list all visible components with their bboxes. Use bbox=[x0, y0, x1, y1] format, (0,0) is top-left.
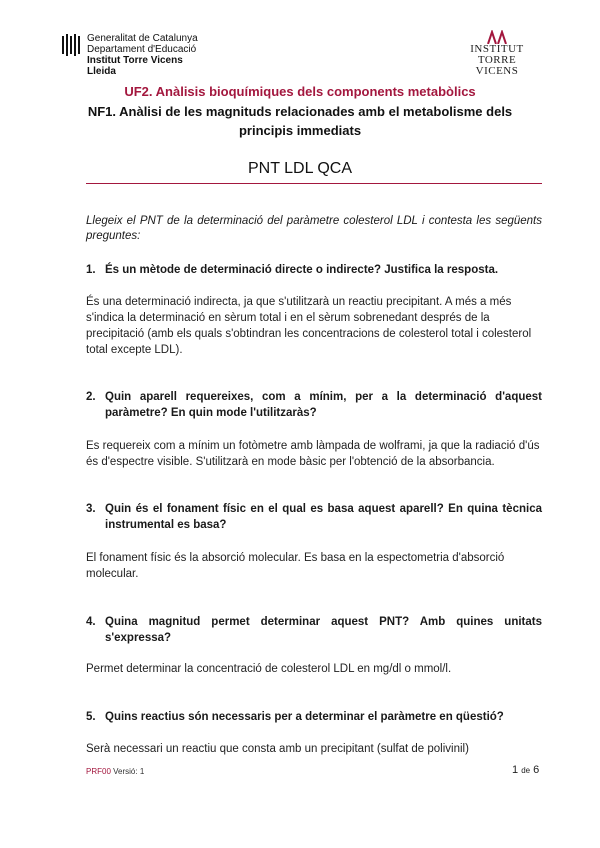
intro-text: Llegeix el PNT de la determinació del paràmetre colesterol LDL i contesta les següents preguntes: bbox=[86, 215, 542, 242]
question-text: És un mètode de determinació directe o indirecte? Justifica la resposta. bbox=[105, 264, 499, 276]
question-text: Quins reactius són necessaris per a determinar el paràmetre en qüestió? bbox=[105, 711, 504, 723]
question-1 bbox=[86, 262, 542, 278]
unit-title: UF2. Anàlisis bioquímiques dels components metabòlics bbox=[124, 84, 476, 99]
school-logo-line-1: INSTITUT bbox=[470, 43, 524, 55]
question-number: 5. bbox=[86, 711, 96, 723]
question-2 bbox=[86, 389, 542, 421]
answer-4: Permet determinar la concentració de colesterol LDL en mg/dl o mmol/l. bbox=[86, 663, 452, 675]
question-5 bbox=[86, 709, 542, 725]
school-logo bbox=[455, 30, 539, 82]
page-number bbox=[512, 764, 539, 776]
page-current: 1 bbox=[512, 764, 519, 776]
org-line-generalitat: Generalitat de Catalunya bbox=[87, 33, 198, 44]
question-number: 4. bbox=[86, 616, 96, 628]
org-line-institute: Institut Torre Vicens bbox=[87, 55, 183, 66]
question-number: 2. bbox=[86, 391, 96, 403]
answer-3: El fonament físic és la absorció molecular. Es basa en la espectometria d'absorció molecular. bbox=[86, 552, 505, 580]
answer-5: Serà necessari un reactiu que consta amb un precipitant (sulfat de polivinil) bbox=[86, 743, 469, 755]
footer-version bbox=[86, 767, 144, 776]
title-divider bbox=[86, 183, 542, 184]
answer-1: És una determinació indirecta, ja que s'utilitzarà un reactiu precipitant. A més a més s'indica la determinació en sèrum total i en el sèrum sobrenedant després de la precipitació (amb els quals s'obtindran les concentracions de colesterol total i colesterol total excepte LDL). bbox=[86, 296, 532, 356]
question-number: 3. bbox=[86, 503, 96, 515]
school-logo-line-2: TORRE VICENS bbox=[475, 54, 519, 77]
question-3 bbox=[86, 501, 542, 533]
organization-block bbox=[87, 33, 198, 77]
question-4 bbox=[86, 614, 542, 646]
question-text: Quin és el fonament físic en el qual es basa aquest aparell? En quina tècnica instrumental es basa? bbox=[105, 503, 542, 531]
page-of: de bbox=[521, 766, 531, 775]
footer-code: PRF00 bbox=[86, 767, 111, 776]
nf-title: NF1. Anàlisi de les magnituds relacionades amb el metabolisme dels principis immediats bbox=[87, 104, 513, 138]
org-line-department: Departament d'Educació bbox=[87, 44, 197, 55]
tower-icon bbox=[486, 30, 508, 44]
question-number: 1. bbox=[86, 264, 96, 276]
document-title: PNT LDL QCA bbox=[247, 160, 353, 177]
org-line-city: Lleida bbox=[87, 66, 116, 77]
question-text: Quina magnitud permet determinar aquest PNT? Amb quines unitats s'expressa? bbox=[105, 616, 542, 644]
footer-version-text: Versió: 1 bbox=[113, 767, 145, 776]
answer-2: Es requereix com a mínim un fotòmetre amb làmpada de wolframi, ja que la radiació d'ús és d'espectre visible. S'utilitzarà en mode bàsic per l'obtenció de la absorbancia. bbox=[86, 440, 540, 468]
question-text: Quin aparell requereixes, com a mínim, per a la determinació d'aquest paràmetre? En quin mode l'utilitzaràs? bbox=[105, 391, 542, 419]
generalitat-logo-icon bbox=[62, 34, 82, 56]
page-total: 6 bbox=[533, 764, 540, 776]
